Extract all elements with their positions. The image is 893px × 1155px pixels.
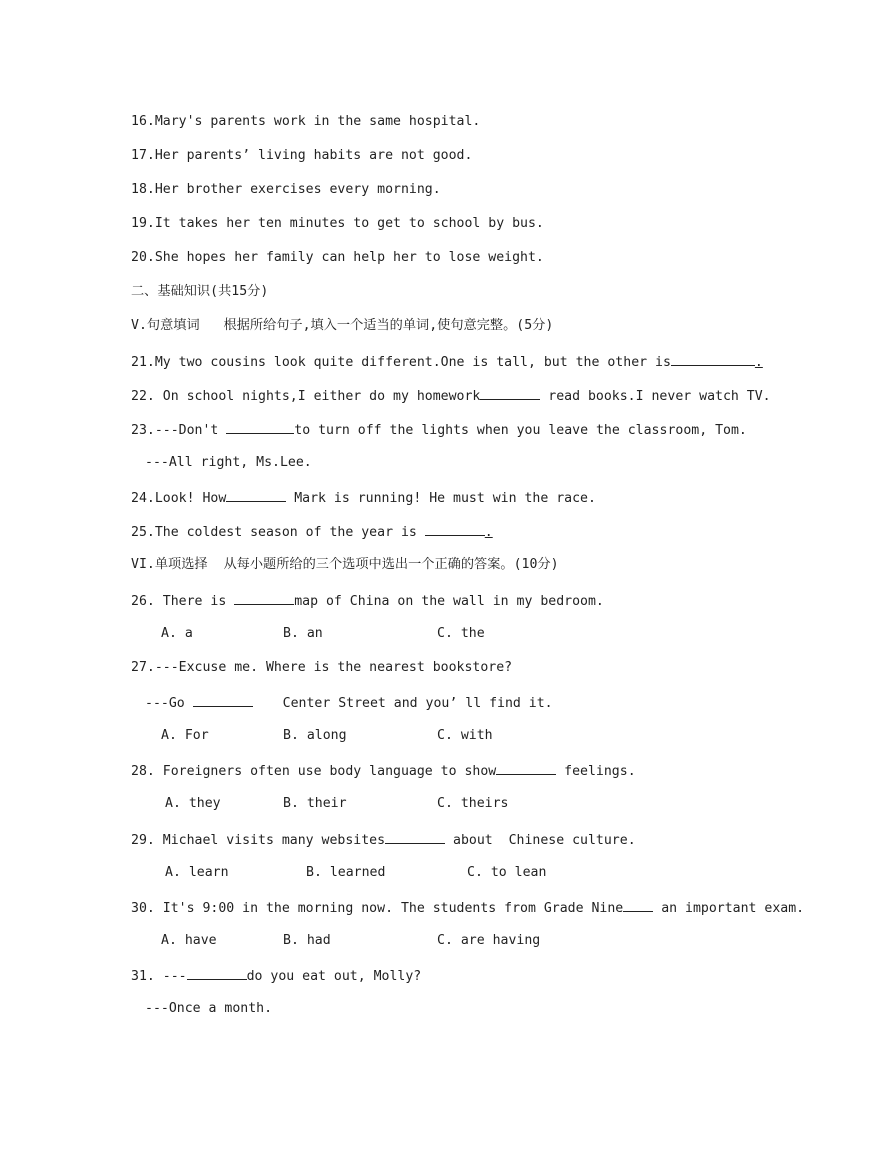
q28-option-b[interactable]: B. their: [283, 796, 347, 811]
q26-option-c[interactable]: C. the: [437, 626, 485, 641]
answer-blank-31[interactable]: [187, 966, 247, 980]
question-28: [131, 761, 636, 781]
question-29: [131, 830, 636, 850]
question-27: 27.---Excuse me. Where is the nearest bookstore?: [131, 660, 513, 675]
q29-option-b[interactable]: B. learned: [306, 865, 386, 880]
part-vi-title: VI.单项选择 从每小题所给的三个选项中选出一个正确的答案。(10分): [131, 557, 559, 572]
question-28-text: 28. Foreigners often use body language to show: [131, 764, 497, 779]
question-23-reply: ---All right, Ms.Lee.: [145, 455, 312, 470]
q26-option-a[interactable]: A. a: [161, 626, 193, 641]
q27-option-b[interactable]: B. along: [283, 728, 347, 743]
question-21-end: .: [754, 355, 763, 370]
question-29-end: about Chinese culture.: [445, 833, 636, 848]
question-22-end: read books.I never watch TV.: [540, 389, 771, 404]
question-31-reply: ---Once a month.: [145, 1001, 273, 1016]
answer-blank-29[interactable]: [385, 830, 445, 844]
q29-option-a[interactable]: A. learn: [165, 865, 229, 880]
statement-18: 18.Her brother exercises every morning.: [131, 182, 441, 197]
q28-option-a[interactable]: A. they: [165, 796, 221, 811]
question-21: [131, 352, 763, 372]
question-25-text: 25.The coldest season of the year is: [131, 525, 425, 540]
answer-blank-24[interactable]: [226, 488, 286, 502]
answer-blank-30[interactable]: [623, 898, 653, 912]
q27-option-a[interactable]: A. For: [161, 728, 209, 743]
question-26: [131, 591, 604, 611]
question-31: [131, 966, 421, 986]
answer-blank-25[interactable]: [425, 522, 485, 536]
question-30-text: 30. It's 9:00 in the morning now. The students from Grade Nine: [131, 901, 624, 916]
question-31-end: do you eat out, Molly?: [246, 969, 422, 984]
q26-option-b[interactable]: B. an: [283, 626, 323, 641]
question-27-reply-text: ---Go: [145, 696, 193, 711]
question-26-end: map of China on the wall in my bedroom.: [294, 594, 604, 609]
answer-blank-27[interactable]: [193, 693, 253, 707]
question-30-end: an important exam.: [653, 901, 805, 916]
answer-blank-23[interactable]: [226, 420, 294, 434]
question-30: [131, 898, 804, 918]
part-v-title: V.句意填词 根据所给句子,填入一个适当的单词,使句意完整。(5分): [131, 318, 554, 333]
question-25: [131, 522, 493, 542]
answer-blank-21[interactable]: [671, 352, 755, 366]
question-24-end: Mark is running! He must win the race.: [286, 491, 596, 506]
answer-blank-22[interactable]: [480, 386, 540, 400]
question-22: [131, 386, 771, 406]
question-31-text: 31. ---: [131, 969, 187, 984]
q30-option-a[interactable]: A. have: [161, 933, 217, 948]
question-27-reply-end: Center Street and you’ ll find it.: [282, 696, 553, 711]
statement-19: 19.It takes her ten minutes to get to school by bus.: [131, 216, 544, 231]
question-28-end: feelings.: [556, 764, 636, 779]
question-23-end: to turn off the lights when you leave the classroom, Tom.: [294, 423, 747, 438]
q28-option-c[interactable]: C. theirs: [437, 796, 509, 811]
question-21-text: 21.My two cousins look quite different.One is tall, but the other is: [131, 355, 671, 370]
q29-option-c[interactable]: C. to lean: [467, 865, 547, 880]
statement-17: 17.Her parents’ living habits are not good.: [131, 148, 473, 163]
question-24-text: 24.Look! How: [131, 491, 227, 506]
question-25-end: .: [484, 525, 493, 540]
q30-option-b[interactable]: B. had: [283, 933, 331, 948]
question-26-text: 26. There is: [131, 594, 235, 609]
q30-option-c[interactable]: C. are having: [437, 933, 541, 948]
question-29-text: 29. Michael visits many websites: [131, 833, 386, 848]
answer-blank-26[interactable]: [234, 591, 294, 605]
question-22-text: 22. On school nights,I either do my homework: [131, 389, 481, 404]
statement-20: 20.She hopes her family can help her to lose weight.: [131, 250, 544, 265]
question-23: [131, 420, 747, 440]
question-23-text: 23.---Don't: [131, 423, 227, 438]
statement-16: 16.Mary's parents work in the same hospital.: [131, 114, 481, 129]
q27-option-c[interactable]: C. with: [437, 728, 493, 743]
answer-blank-28[interactable]: [496, 761, 556, 775]
question-24: [131, 488, 596, 508]
question-27-reply: [145, 693, 553, 713]
section-2-title: 二、基础知识(共15分): [131, 284, 269, 299]
